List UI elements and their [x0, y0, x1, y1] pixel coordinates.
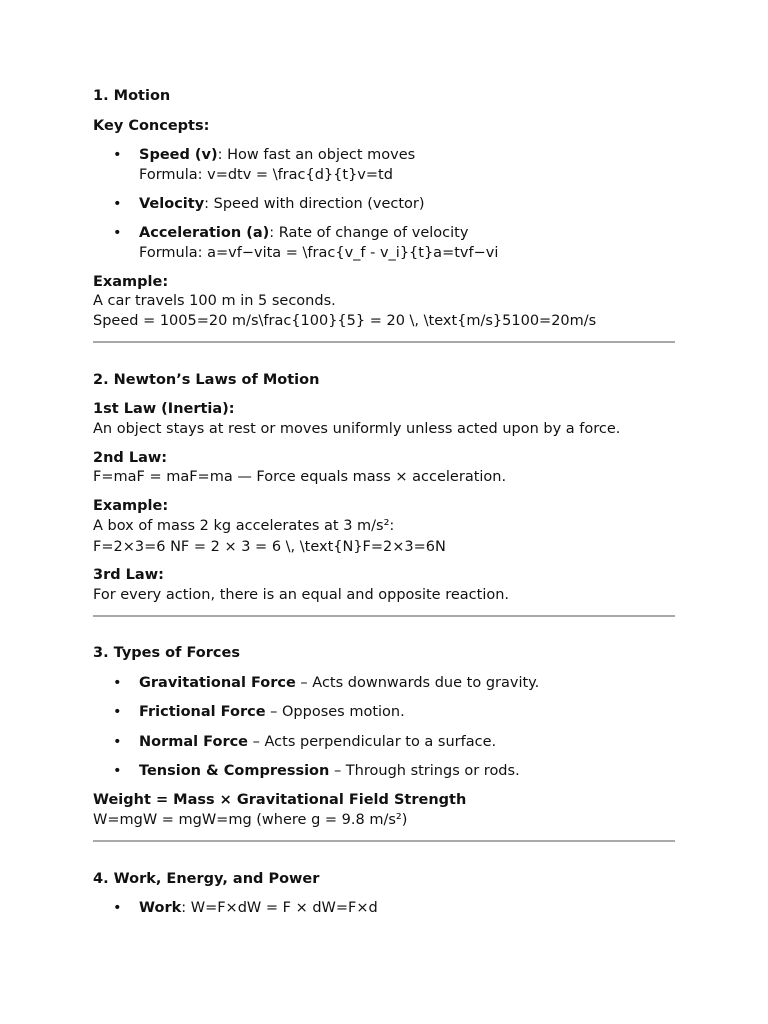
force-label: Gravitational Force [139, 675, 296, 691]
list-item-force [139, 703, 405, 721]
example-line: F=2×3=6 NF = 2 × 3 = 6 \, \text{N}F=2×3=6N [93, 539, 446, 555]
list-item-force [139, 733, 496, 751]
example-line: A box of mass 2 kg accelerates at 3 m/s²: [93, 518, 395, 534]
example-line: Speed = 1005=20 m/s\frac{100}{5} = 20 \, \text{m/s}5100=20m/s [93, 313, 597, 329]
force-text: – Acts perpendicular to a surface. [248, 734, 497, 750]
example-label: Example: [93, 498, 169, 514]
list-item-acceleration [139, 224, 468, 242]
bullet-icon: • [113, 196, 122, 212]
work-text: : W=F×dW = F × dW=F×d [181, 900, 378, 916]
section-heading-newtons-laws: 2. Newton’s Laws of Motion [93, 372, 320, 388]
list-item-speed [139, 146, 415, 164]
speed-text: : How fast an object moves [217, 147, 416, 163]
section-heading-motion: 1. Motion [93, 88, 171, 104]
law1-label: 1st Law (Inertia): [93, 401, 235, 417]
force-label: Normal Force [139, 734, 249, 750]
section-divider [93, 840, 675, 842]
bullet-icon: • [113, 763, 122, 779]
section-divider [93, 341, 675, 343]
force-label: Frictional Force [139, 704, 266, 720]
list-item-force [139, 674, 539, 692]
key-concepts-label: Key Concepts: [93, 118, 210, 134]
acceleration-label: Acceleration (a) [139, 225, 270, 241]
bullet-icon: • [113, 704, 122, 720]
weight-formula: W=mgW = mgW=mg (where g = 9.8 m/s²) [93, 812, 408, 828]
velocity-label: Velocity [139, 196, 205, 212]
section-heading-types-of-forces: 3. Types of Forces [93, 645, 240, 661]
example-line: A car travels 100 m in 5 seconds. [93, 293, 336, 309]
bullet-icon: • [113, 225, 122, 241]
force-label: Tension & Compression [139, 763, 330, 779]
speed-label: Speed (v) [139, 147, 218, 163]
list-item-work [139, 899, 378, 917]
section-heading-work-energy-power: 4. Work, Energy, and Power [93, 871, 320, 887]
bullet-icon: • [113, 147, 122, 163]
weight-label: Weight = Mass × Gravitational Field Strength [93, 792, 467, 808]
law3-text: For every action, there is an equal and opposite reaction. [93, 587, 510, 603]
law1-text: An object stays at rest or moves uniformly unless acted upon by a force. [93, 421, 621, 437]
bullet-icon: • [113, 900, 122, 916]
force-text: – Through strings or rods. [329, 763, 520, 779]
list-item-velocity [139, 195, 425, 213]
work-label: Work [139, 900, 182, 916]
acceleration-formula: Formula: a=vf−vita = \frac{v_f - v_i}{t}a=tvf−vi [139, 245, 499, 261]
bullet-icon: • [113, 675, 122, 691]
speed-formula: Formula: v=dtv = \frac{d}{t}v=td [139, 167, 393, 183]
force-text: – Opposes motion. [265, 704, 405, 720]
list-item-force [139, 762, 520, 780]
acceleration-text: : Rate of change of velocity [269, 225, 469, 241]
law2-label: 2nd Law: [93, 450, 168, 466]
velocity-text: : Speed with direction (vector) [204, 196, 425, 212]
section-divider [93, 615, 675, 617]
law3-label: 3rd Law: [93, 567, 164, 583]
example-label: Example: [93, 274, 169, 290]
force-text: – Acts downwards due to gravity. [295, 675, 540, 691]
bullet-icon: • [113, 734, 122, 750]
law2-text: F=maF = maF=ma — Force equals mass × acceleration. [93, 469, 507, 485]
